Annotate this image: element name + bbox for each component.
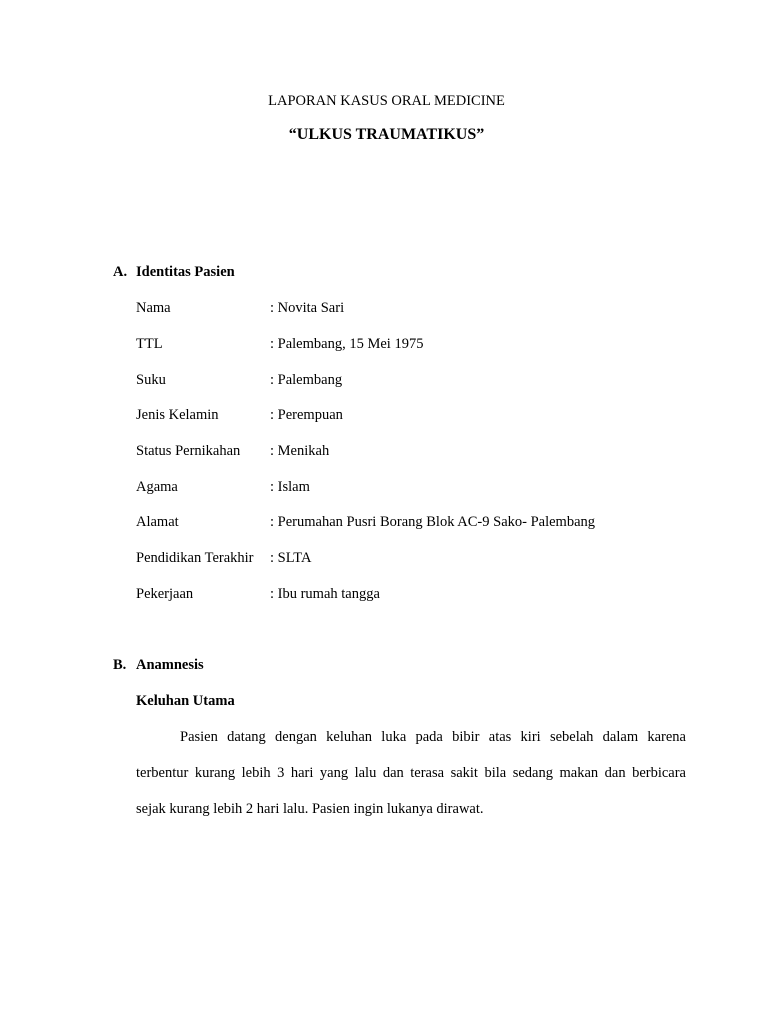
field-value-suku: : Palembang — [270, 372, 343, 388]
field-label-pekerjaan: Pekerjaan — [136, 586, 194, 602]
field-value-pekerjaan: : Ibu rumah tangga — [270, 586, 380, 602]
section-b-letter: B. — [113, 657, 127, 673]
field-label-nama: Nama — [136, 300, 171, 316]
field-label-ttl: TTL — [136, 336, 163, 352]
report-title: LAPORAN KASUS ORAL MEDICINE — [268, 93, 505, 109]
paragraph-line: sejak kurang lebih 2 hari lalu. Pasien ingin lukanya dirawat. — [136, 801, 484, 817]
field-label-alamat: Alamat — [136, 514, 179, 530]
field-label-agama: Agama — [136, 479, 178, 495]
paragraph-line: Pasien datang dengan keluhan luka pada bibir atas kiri sebelah dalam karena — [180, 729, 686, 745]
field-value-pendidikan-terakhir: : SLTA — [270, 550, 312, 566]
keluhan-utama-heading: Keluhan Utama — [136, 693, 235, 709]
section-a-title: Identitas Pasien — [136, 264, 235, 280]
section-a-letter: A. — [113, 264, 128, 280]
field-label-suku: Suku — [136, 372, 166, 388]
field-label-jenis-kelamin: Jenis Kelamin — [136, 407, 219, 423]
field-value-jenis-kelamin: : Perempuan — [270, 407, 343, 423]
field-value-agama: : Islam — [270, 479, 310, 495]
field-value-ttl: : Palembang, 15 Mei 1975 — [270, 336, 424, 352]
field-value-status-pernikahan: : Menikah — [270, 443, 330, 459]
section-b-title: Anamnesis — [136, 657, 204, 673]
paragraph-line: terbentur kurang lebih 3 hari yang lalu dan terasa sakit bila sedang makan dan berbicara — [136, 765, 686, 781]
field-value-alamat: : Perumahan Pusri Borang Blok AC-9 Sako- Palembang — [270, 514, 596, 530]
field-label-status-pernikahan: Status Pernikahan — [136, 443, 241, 459]
field-label-pendidikan-terakhir: Pendidikan Terakhir — [136, 550, 254, 566]
document-title: “ULKUS TRAUMATIKUS” — [288, 126, 485, 143]
field-value-nama: : Novita Sari — [270, 300, 345, 316]
